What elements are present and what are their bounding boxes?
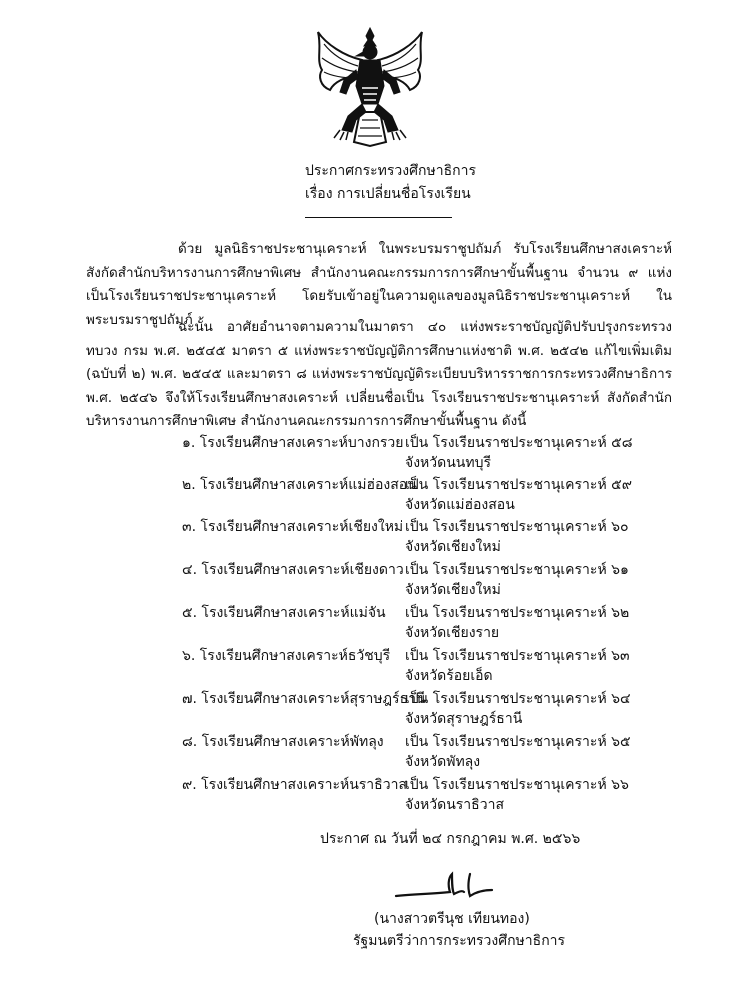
new-school-name: เป็น โรงเรียนราชประชานุเคราะห์ ๕๙ [405, 477, 632, 493]
old-school-name: ๓. โรงเรียนศึกษาสงเคราะห์เชียงใหม่ [182, 519, 404, 535]
announcement-subject: เรื่อง การเปลี่ยนชื่อโรงเรียน [305, 186, 471, 202]
new-school-name: เป็น โรงเรียนราชประชานุเคราะห์ ๖๖ [405, 777, 629, 793]
new-school-name: เป็น โรงเรียนราชประชานุเคราะห์ ๖๓ [405, 648, 630, 664]
old-school-name: ๖. โรงเรียนศึกษาสงเคราะห์ธวัชบุรี [182, 648, 391, 664]
signature-image [392, 868, 512, 908]
old-school-name: ๕. โรงเรียนศึกษาสงเคราะห์แม่จัน [182, 605, 386, 621]
new-school-name: เป็น โรงเรียนราชประชานุเคราะห์ ๖๑ [405, 562, 629, 578]
province: จังหวัดแม่ฮ่องสอน [405, 497, 515, 513]
announcement-date: ประกาศ ณ วันที่ ๒๔ กรกฎาคม พ.ศ. ๒๕๖๖ [320, 831, 581, 847]
garuda-emblem-icon [300, 26, 440, 148]
new-school-name: เป็น โรงเรียนราชประชานุเคราะห์ ๖๔ [405, 691, 631, 707]
province: จังหวัดพัทลุง [405, 754, 481, 770]
province: จังหวัดสุราษฎร์ธานี [405, 711, 523, 727]
paragraph-order: ฉะนั้น อาศัยอำนาจตามความในมาตรา ๔๐ แห่งพระราชบัญญัติปรับปรุงกระทรวง ทบวง กรม พ.ศ. ๒๕๔๕ มาตรา ๕ แห่งพระราชบัญญัติการศึกษาแห่งชาติ พ.ศ. ๒๕๔๒ แก้ไขเพิ่มเติม (ฉบับที่ ๒) พ.ศ. ๒๕๔๕ และมาตรา ๘ แห่งพระราชบัญญัติระเบียบบริหารราชการกระทรวงศึกษาธิการ พ.ศ. ๒๕๔๖ จึงให้โรงเรียนศึกษาสงเคราะห์ เปลี่ยนชื่อเป็น โรงเรียนราชประชานุเคราะห์ สังกัดสำนักบริหารงานการศึกษาพิเศษ สำนักงานคณะกรรมการการศึกษาขั้นพื้นฐาน ดังนี้ [86, 319, 672, 429]
old-school-name: ๒. โรงเรียนศึกษาสงเคราะห์แม่ฮ่องสอน [182, 477, 417, 493]
province: จังหวัดเชียงใหม่ [405, 582, 501, 598]
province: จังหวัดร้อยเอ็ด [405, 668, 493, 684]
header-divider [305, 217, 452, 218]
old-school-name: ๑. โรงเรียนศึกษาสงเคราะห์บางกรวย [182, 435, 404, 451]
province: จังหวัดนราธิวาส [405, 797, 504, 813]
new-school-name: เป็น โรงเรียนราชประชานุเคราะห์ ๖๕ [405, 734, 631, 750]
province: จังหวัดเชียงใหม่ [405, 539, 501, 555]
announcement-title: ประกาศกระทรวงศึกษาธิการ [305, 163, 476, 179]
province: จังหวัดนนทบุรี [405, 455, 491, 471]
old-school-name: ๙. โรงเรียนศึกษาสงเคราะห์นราธิวาส [182, 777, 407, 793]
new-school-name: เป็น โรงเรียนราชประชานุเคราะห์ ๖๒ [405, 605, 630, 621]
signatory-name: (นางสาวตรีนุช เทียนทอง) [374, 911, 530, 927]
old-school-name: ๗. โรงเรียนศึกษาสงเคราะห์สุราษฎร์ธานี [182, 691, 426, 707]
province: จังหวัดเชียงราย [405, 625, 500, 641]
new-school-name: เป็น โรงเรียนราชประชานุเคราะห์ ๕๘ [405, 435, 633, 451]
new-school-name: เป็น โรงเรียนราชประชานุเคราะห์ ๖๐ [405, 519, 629, 535]
signatory-title: รัฐมนตรีว่าการกระทรวงศึกษาธิการ [353, 933, 566, 949]
paragraph-intro: ด้วย มูลนิธิราชประชานุเคราะห์ ในพระบรมราชูปถัมภ์ รับโรงเรียนศึกษาสงเคราะห์ สังกัดสำนักบริหารงานการศึกษาพิเศษ สำนักงานคณะกรรมการการศึกษาขั้นพื้นฐาน จำนวน ๙ แห่ง เป็นโรงเรียนราชประชานุเคราะห์ โดยรับเข้าอยู่ในความดูแลของมูลนิธิราชประชานุเคราะห์ ในพระบรมราชูปถัมภ์ [86, 241, 672, 328]
old-school-name: ๘. โรงเรียนศึกษาสงเคราะห์พัทลุง [182, 734, 384, 750]
old-school-name: ๔. โรงเรียนศึกษาสงเคราะห์เชียงดาว [182, 562, 404, 578]
